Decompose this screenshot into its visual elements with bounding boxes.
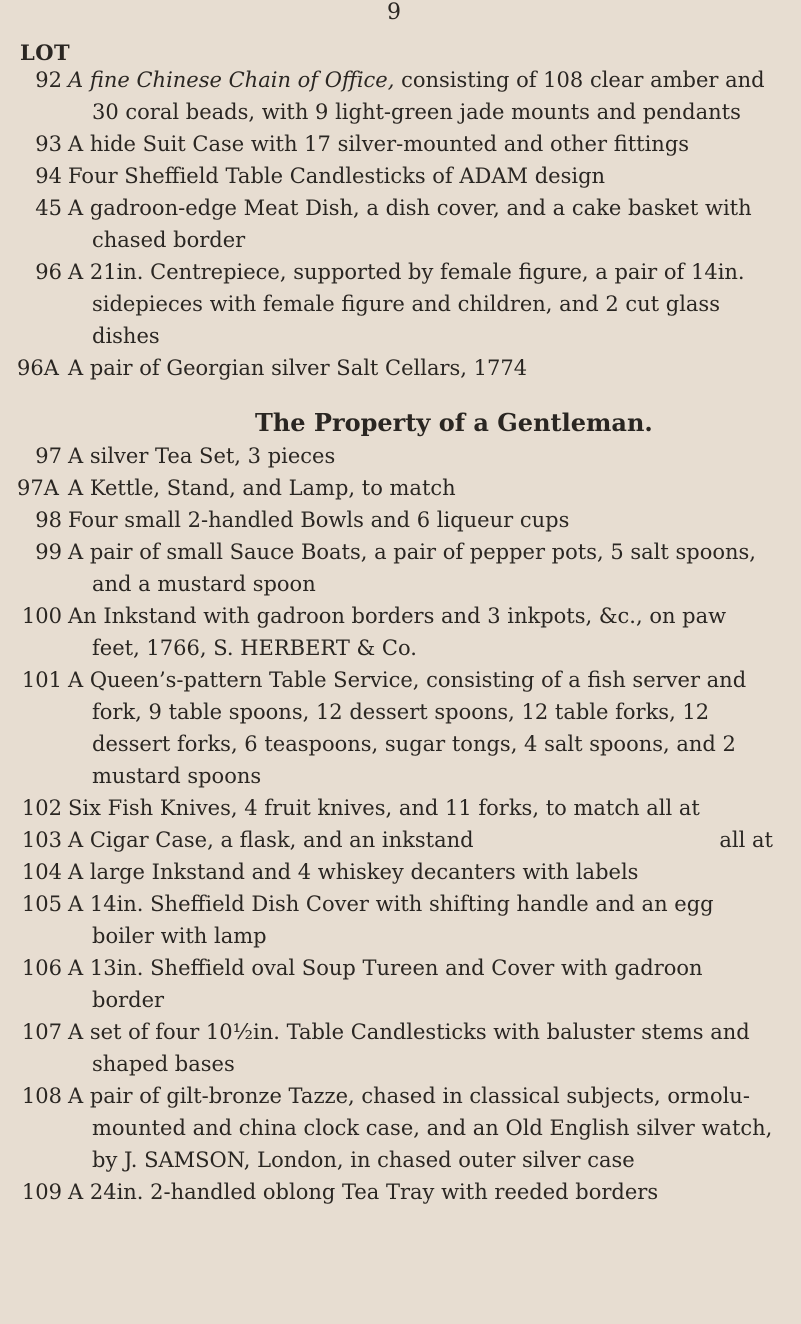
lot-description: A pair of gilt-bronze Tazze, chased in classical subjects, ormolu-mounted and china clock case, and an Old English silver watch, by J. SAMSON, London, in chased outer silver case [68, 1084, 773, 1172]
lot-entry [0, 440, 801, 472]
lot-number: 97A [17, 476, 59, 500]
lot-entry [0, 352, 801, 384]
lot-number: 45 [35, 196, 62, 220]
lot-list [0, 64, 801, 1208]
lot-entry [0, 1080, 801, 1176]
lot-description: Four small 2-handled Bowls and 6 liqueur cups [68, 508, 570, 532]
lot-entry [0, 600, 801, 664]
lot-description: A large Inkstand and 4 whiskey decanters with labels [68, 860, 639, 884]
lot-number: 97 [35, 444, 62, 468]
lot-entry [0, 504, 801, 536]
lot-entry [0, 192, 801, 256]
section-heading: The Property of a Gentleman. [255, 408, 653, 437]
lot-description: Four Sheffield Table Candlesticks of ADAM design [68, 164, 606, 188]
page-number: 9 [387, 0, 401, 25]
lot-description: A Queen’s-pattern Table Service, consisting of a fish server and fork, 9 table spoons, 12 dessert spoons, 12 table forks, 12 dessert forks, 6 teaspoons, sugar tongs, 4 salt spoons, and 2 mustard spoons [68, 668, 747, 788]
lot-description: An Inkstand with gadroon borders and 3 inkpots, &c., on paw feet, 1766, S. HERBERT & Co. [68, 604, 727, 660]
lot-description: A 14in. Sheffield Dish Cover with shifting handle and an egg boiler with lamp [68, 892, 714, 948]
lot-column-header: LOT [20, 40, 71, 65]
lot-number: 101 [21, 668, 62, 692]
lot-entry [0, 64, 801, 128]
lot-entry [0, 856, 801, 888]
lot-entry [0, 824, 801, 856]
lot-description: A pair of small Sauce Boats, a pair of pepper pots, 5 salt spoons, and a mustard spoon [68, 540, 756, 596]
lot-description: A 21in. Centrepiece, supported by female figure, a pair of 14in. sidepieces with female figure and children, and 2 cut glass dishes [68, 260, 745, 348]
lot-number: 92 [35, 68, 62, 92]
lot-entry [0, 256, 801, 352]
lot-entry [0, 952, 801, 1016]
lot-number: 102 [21, 796, 62, 820]
lot-number: 109 [21, 1180, 62, 1204]
lot-description: A 24in. 2-handled oblong Tea Tray with reeded borders [68, 1180, 659, 1204]
lot-description: Six Fish Knives, 4 fruit knives, and 11 forks, to match all at [68, 796, 700, 820]
lot-number: 106 [21, 956, 62, 980]
lot-number: 100 [21, 604, 62, 628]
lot-description: A pair of Georgian silver Salt Cellars, 1774 [68, 356, 528, 380]
lot-number: 94 [35, 164, 62, 188]
lot-number: 96 [35, 260, 62, 284]
lot-description: A 13in. Sheffield oval Soup Tureen and Cover with gadroon border [68, 956, 703, 1012]
lot-number: 96A [17, 356, 59, 380]
lot-description: A Kettle, Stand, and Lamp, to match [68, 476, 456, 500]
lot-entry [0, 888, 801, 952]
lot-description: A set of four 10½in. Table Candlesticks with baluster stems and shaped bases [68, 1020, 750, 1076]
lot-number: 103 [21, 828, 62, 852]
lot-number: 98 [35, 508, 62, 532]
lot-entry [0, 472, 801, 504]
lot-description: A hide Suit Case with 17 silver-mounted and other fittings [68, 132, 690, 156]
lot-number: 107 [21, 1020, 62, 1044]
lot-number: 93 [35, 132, 62, 156]
lot-description: A gadroon-edge Meat Dish, a dish cover, and a cake basket with chased border [68, 196, 752, 252]
lot-description: A Cigar Case, a flask, and an inkstand all at [68, 824, 775, 856]
lot-entry [0, 536, 801, 600]
lot-entry [0, 160, 801, 192]
lot-number: 99 [35, 540, 62, 564]
lot-entry [0, 128, 801, 160]
lot-number: 108 [21, 1084, 62, 1108]
lot-entry [0, 792, 801, 824]
lot-number: 105 [21, 892, 62, 916]
lot-description: A silver Tea Set, 3 pieces [68, 444, 336, 468]
lot-number: 104 [21, 860, 62, 884]
lot-entry [0, 1016, 801, 1080]
lot-title: A fine Chinese Chain of Office, [68, 68, 395, 92]
lot-entry [0, 1176, 801, 1208]
lot-entry [0, 664, 801, 792]
lot-description: A fine Chinese Chain of Office, consisting of 108 clear amber and 30 coral beads, with 9 light-green jade mounts and pendants [68, 68, 765, 124]
lot-note: all at [719, 828, 773, 852]
